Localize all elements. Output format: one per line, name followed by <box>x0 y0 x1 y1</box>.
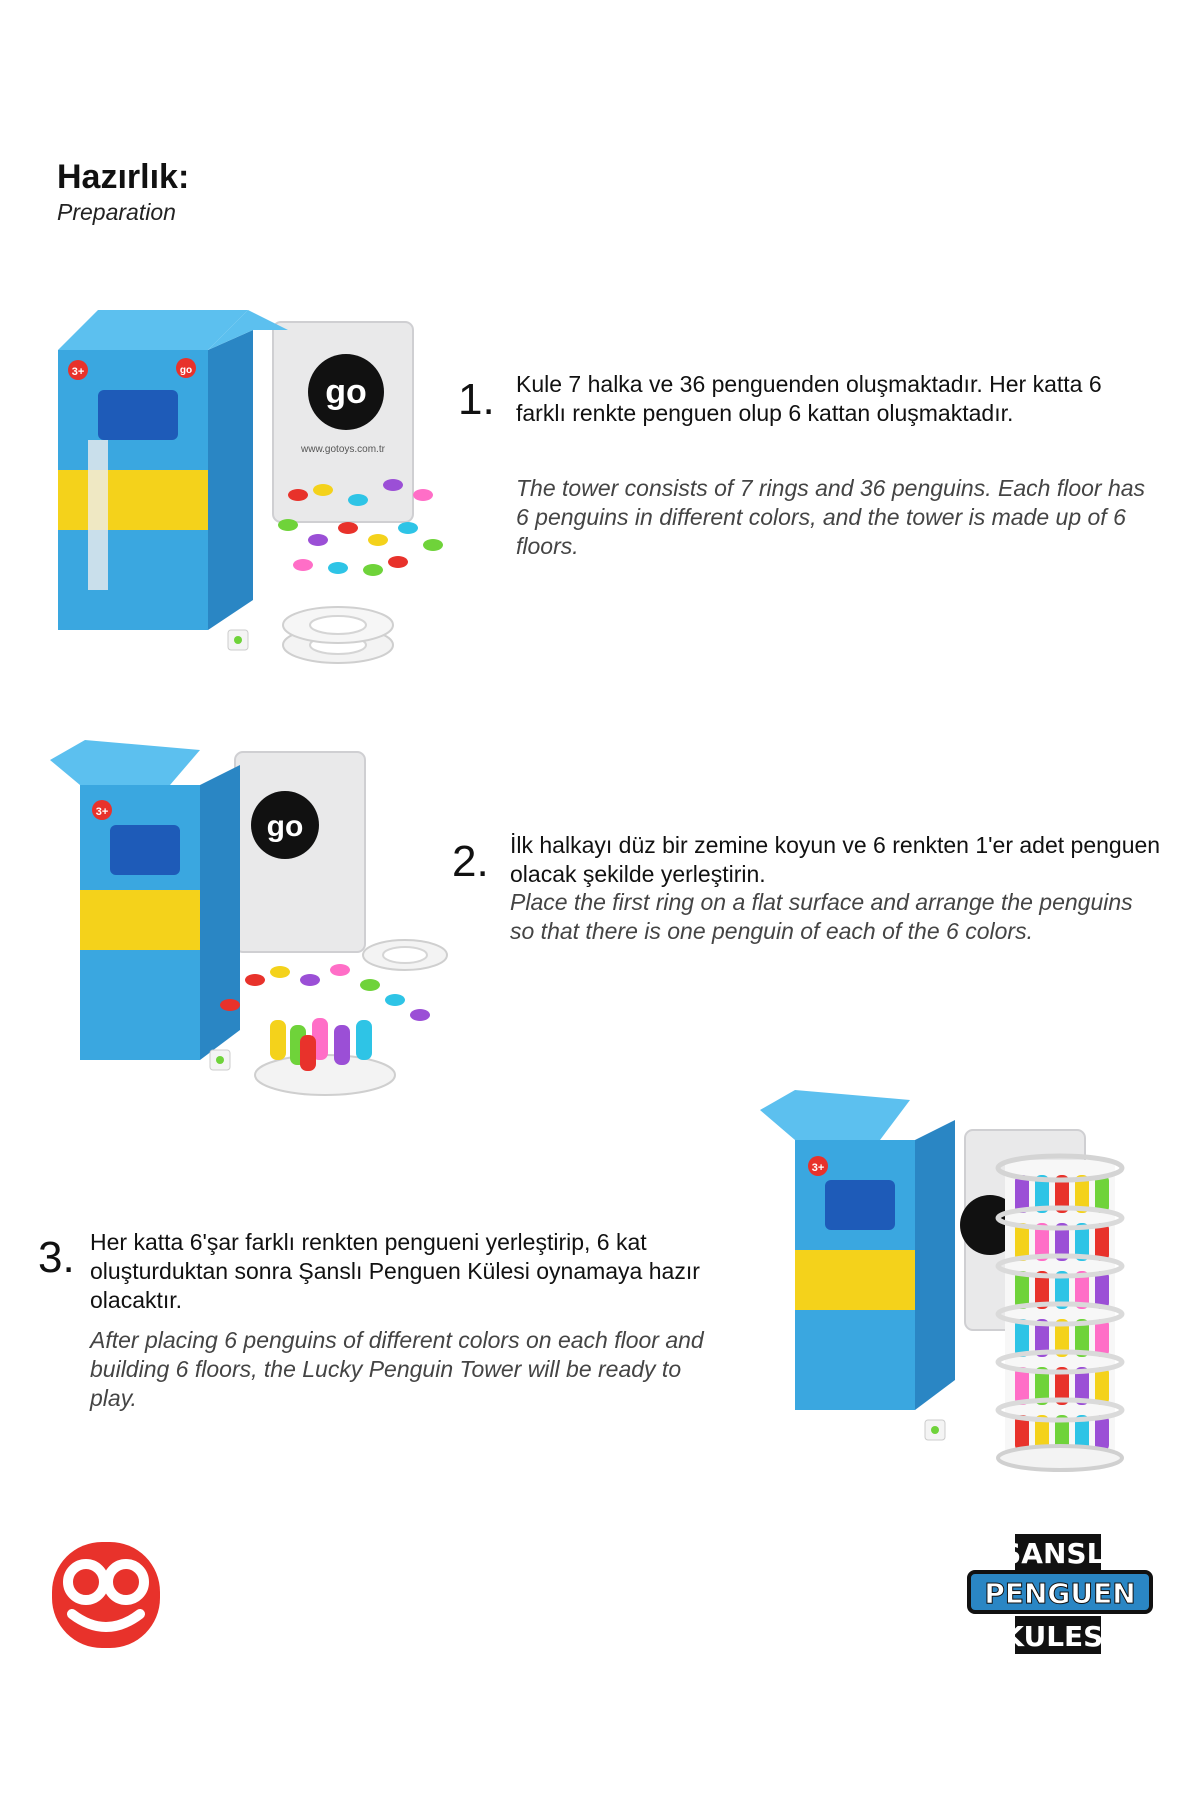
bag-website-text: www.gotoys.com.tr <box>301 444 385 455</box>
section-heading <box>57 158 189 226</box>
bag-brand-mark: go <box>325 373 367 411</box>
step1-text-en: The tower consists of 7 rings and 36 penguins. Each floor has 6 penguins in different colors, and the tower is made up of 6 floors. <box>516 475 1146 559</box>
step3-text-en: After placing 6 penguins of different colors on each floor and building 6 floors, the Lucky Penguin Tower will be ready to play. <box>90 1327 704 1411</box>
step3-text-tr: Her katta 6'şar farklı renkten pengueni yerleştirip, 6 kat oluşturduktan sonra Şanslı Penguen Külesi oynamaya hazır olacaktır. <box>90 1229 700 1313</box>
box-age-badge: 3+ <box>95 806 109 818</box>
product-logo <box>965 1530 1155 1660</box>
box-age-badge: 3+ <box>811 1162 825 1174</box>
brand-logo <box>50 1540 162 1650</box>
product-logo-line3: KULESİ <box>1002 1620 1114 1653</box>
step2-illustration <box>50 740 470 1110</box>
box-age-badge: 3+ <box>71 366 85 378</box>
bag-brand-mark: go <box>266 810 304 843</box>
page-subtitle: Preparation <box>57 199 176 225</box>
step2-text-tr: İlk halkayı düz bir zemine koyun ve 6 renkten 1'er adet penguen olacak şekilde yerleştirin. <box>510 832 1161 887</box>
ring-stack <box>283 607 393 663</box>
box-brand-mark: go <box>179 365 193 376</box>
step3-illustration <box>760 1080 1160 1480</box>
step3-number: 3. <box>38 1233 75 1282</box>
product-logo-line2: PENGUEN <box>984 1577 1136 1610</box>
step1-text-tr: Kule 7 halka ve 36 penguenden oluşmaktadır. Her katta 6 farklı renkte penguen olup 6 kattan oluşmaktadır. <box>516 371 1102 426</box>
product-logo-line1: ŞANSLI <box>1001 1537 1115 1570</box>
scattered-penguins <box>220 964 430 1021</box>
step2-text-en: Place the first ring on a flat surface and arrange the penguins so that there is one penguin of each of the 6 colors. <box>510 889 1133 944</box>
step2-number: 2. <box>452 837 489 886</box>
completed-tower <box>998 1156 1122 1470</box>
page-title: Hazırlık: <box>57 158 190 196</box>
step1-number: 1. <box>458 375 495 424</box>
step1-illustration <box>58 300 478 700</box>
